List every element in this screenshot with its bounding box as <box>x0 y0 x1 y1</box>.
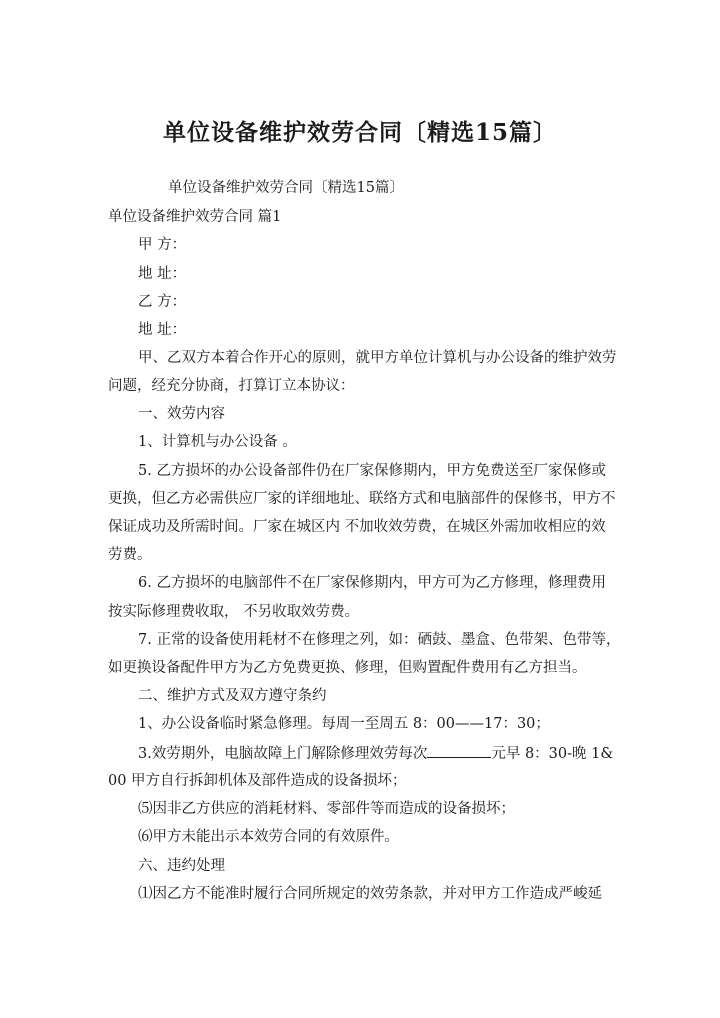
intro-paragraph-line: 问题，经充分协商，打算订立本协议： <box>108 378 355 394</box>
clause-item: ⑸因非乙方供应的消耗材料、零部件等而造成的设备损坏； <box>138 801 515 817</box>
clause-item: 更换，但乙方必需供应厂家的详细地址、联络方式和电脑部件的保修书，甲方不 <box>108 491 616 507</box>
clause-text: 元早 8：30-晚 1& <box>491 746 614 762</box>
clause-item: ⑹甲方未能出示本效劳合同的有效原件。 <box>138 829 399 845</box>
section-heading-services: 一、效劳内容 <box>138 406 225 422</box>
party-b-label: 乙 方： <box>138 294 187 310</box>
clause-item: 如更换设备配件甲方为乙方免费更换、修理，但购置配件费用有乙方担当。 <box>108 660 587 676</box>
clause-item: ⑴因乙方不能准时履行合同所规定的效劳条款，并对甲方工作造成严峻延 <box>138 886 602 902</box>
subtitle: 单位设备维护效劳合同〔精选15篇〕 <box>168 180 404 196</box>
clause-item: 保证成功及所需时间。厂家在城区内 不加收效劳费，在城区外需加收相应的效 <box>108 519 606 535</box>
section-heading-breach: 六、违约处理 <box>138 858 225 874</box>
party-a-label: 甲 方： <box>138 237 187 253</box>
clause-item: 7. 正常的设备使用耗材不在修理之列，如：硒鼓、墨盒、色带架、色带等， <box>138 632 621 648</box>
clause-text: 3.效劳期外，电脑故障上门解除修理效劳每次 <box>138 746 428 762</box>
intro-paragraph-line: 甲、乙双方本着合作开心的原则，就甲方单位计算机与办公设备的维护效劳 <box>138 350 617 366</box>
clause-item: 6. 乙方损坏的电脑部件不在厂家保修期内，甲方可为乙方修理，修理费用 <box>138 575 606 591</box>
clause-item: 1、计算机与办公设备 。 <box>138 434 297 450</box>
section-heading-maintenance: 二、维护方式及双方遵守条约 <box>138 688 327 704</box>
document-title: 单位设备维护效劳合同〔精选15篇〕 <box>162 119 557 146</box>
clause-item <box>138 743 613 764</box>
address-a-label: 地 址： <box>138 266 187 282</box>
clause-item: 劳费。 <box>108 547 152 563</box>
address-b-label: 地 址： <box>138 322 187 338</box>
clause-item: 5. 乙方损坏的办公设备部件仍在厂家保修期内，甲方免费送至厂家保修或 <box>138 463 606 479</box>
clause-item: 1、办公设备临时紧急修理。每周一至周五 8：00——17：30； <box>138 716 550 732</box>
section-heading: 单位设备维护效劳合同 篇1 <box>108 209 282 225</box>
fill-blank <box>427 743 491 758</box>
clause-item: 00 甲方自行拆卸机体及部件造成的设备损坏； <box>108 773 407 789</box>
clause-item: 按实际修理费收取， 不另收取效劳费。 <box>108 604 360 620</box>
